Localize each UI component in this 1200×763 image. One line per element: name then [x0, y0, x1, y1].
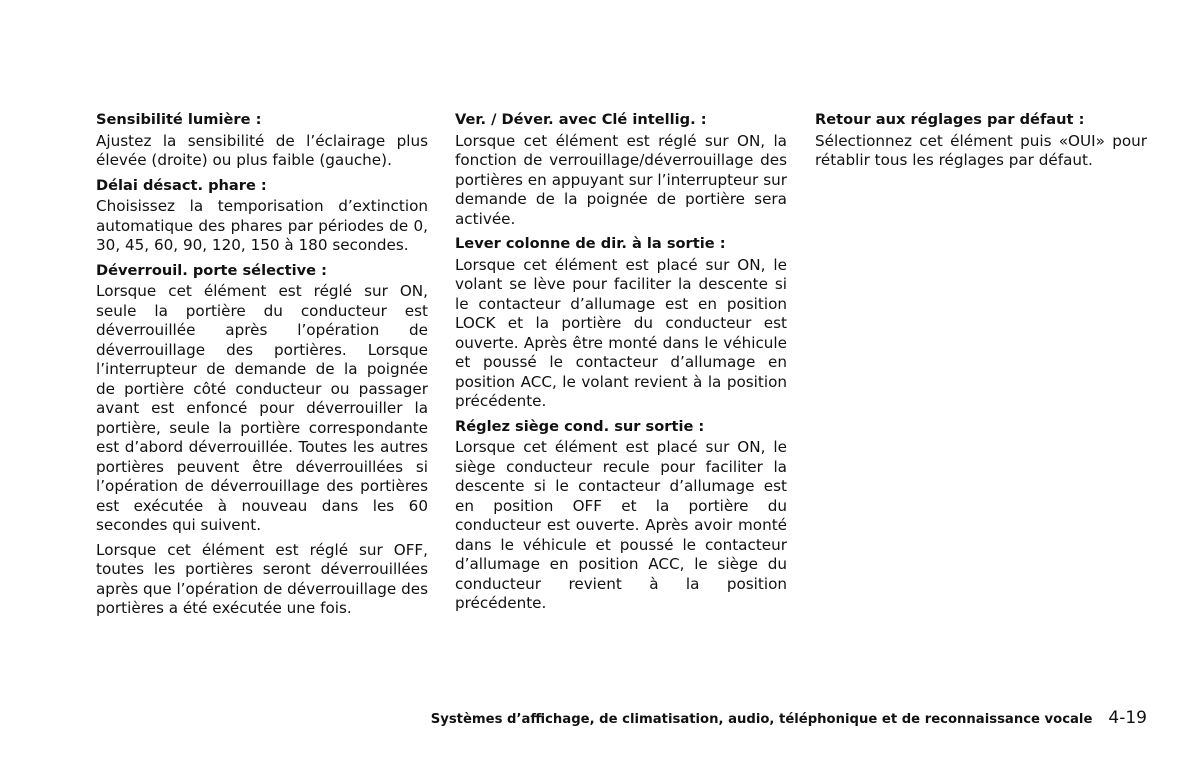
section-heading: Retour aux réglages par défaut :: [815, 111, 1085, 128]
section-paragraph: Lorsque cet élément est réglé sur ON, la fonction de verrouillage/déverrouillage des portières en appuyant sur l’interrupteur sur demande de la poignée de portière sera activée.: [455, 131, 787, 228]
section-heading: Ver. / Déver. avec Clé intellig. :: [455, 111, 707, 128]
section-reset-defaults: [815, 110, 1147, 171]
section-heading: Réglez siège cond. sur sortie :: [455, 417, 705, 435]
column-3: [815, 110, 1147, 176]
section-paragraph: Lorsque cet élément est placé sur ON, le volant se lève pour faciliter la descente si le contacteur d’allumage est en position LOCK et la portière du conducteur est ouverte. Après être monté dans le véhicule et poussé le contacteur d’allumage en position ACC, le volant revient à la position précédente.: [455, 255, 787, 410]
section-selective-unlock: [96, 261, 428, 619]
page-number: 4-19: [1108, 708, 1147, 728]
section-heading: Délai désact. phare :: [96, 176, 267, 194]
footer-title: Systèmes d’affichage, de climatisation, audio, téléphonique et de reconnaissance vocale: [430, 712, 1093, 727]
section-heading: Lever colonne de dir. à la sortie :: [455, 235, 726, 252]
section-heading: Sensibilité lumière :: [96, 111, 262, 128]
column-2: [455, 110, 787, 619]
section-paragraph: Choisissez la temporisation d’extinction automatique des phares par périodes de 0, 30, 45, 60, 90, 120, 150 à 180 secondes.: [96, 197, 428, 254]
section-paragraph: Ajustez la sensibilité de l’éclairage plus élevée (droite) ou plus faible (gauche).: [96, 131, 428, 169]
section-paragraph: Sélectionnez cet élément puis «OUI» pour rétablir tous les réglages par défaut.: [815, 131, 1147, 169]
section-intelligent-key-lock: [455, 110, 787, 229]
section-light-sensitivity: [96, 110, 428, 171]
section-paragraph: Lorsque cet élément est réglé sur ON, seule la portière du conducteur est déverrouillée après l’opération de déverrouillage des portières. Lorsque l’interrupteur de demande de la poignée de portière côté conducteur ou passager avant est enfoncé pour déverrouiller la portière, seule la portière correspondante est d’abord déverrouillée. Toutes les autres portières peuvent être déverrouillées si l’opération de déverrouillage des portières est exécutée à nouveau dans les 60 secondes qui suivent.: [96, 282, 428, 534]
section-steering-column-exit: [455, 234, 787, 412]
section-heading: Déverrouil. porte sélective :: [96, 261, 327, 279]
column-1: [96, 110, 428, 624]
section-paragraph: Lorsque cet élément est placé sur ON, le siège conducteur recule pour faciliter la descente si le contacteur d’allumage est en position OFF et la portière du conducteur est ouverte. Après avoir monté dans le véhicule et poussé le contacteur d’allumage en position ACC, le siège du conducteur revient à la position précédente.: [455, 438, 787, 612]
section-seat-exit: [455, 417, 787, 614]
section-headlight-delay: [96, 176, 428, 256]
section-paragraph: Lorsque cet élément est réglé sur OFF, toutes les portières seront déverrouillées après que l’opération de déverrouillage des portières a été exécutée une fois.: [96, 540, 428, 617]
page-footer: [350, 708, 1147, 728]
